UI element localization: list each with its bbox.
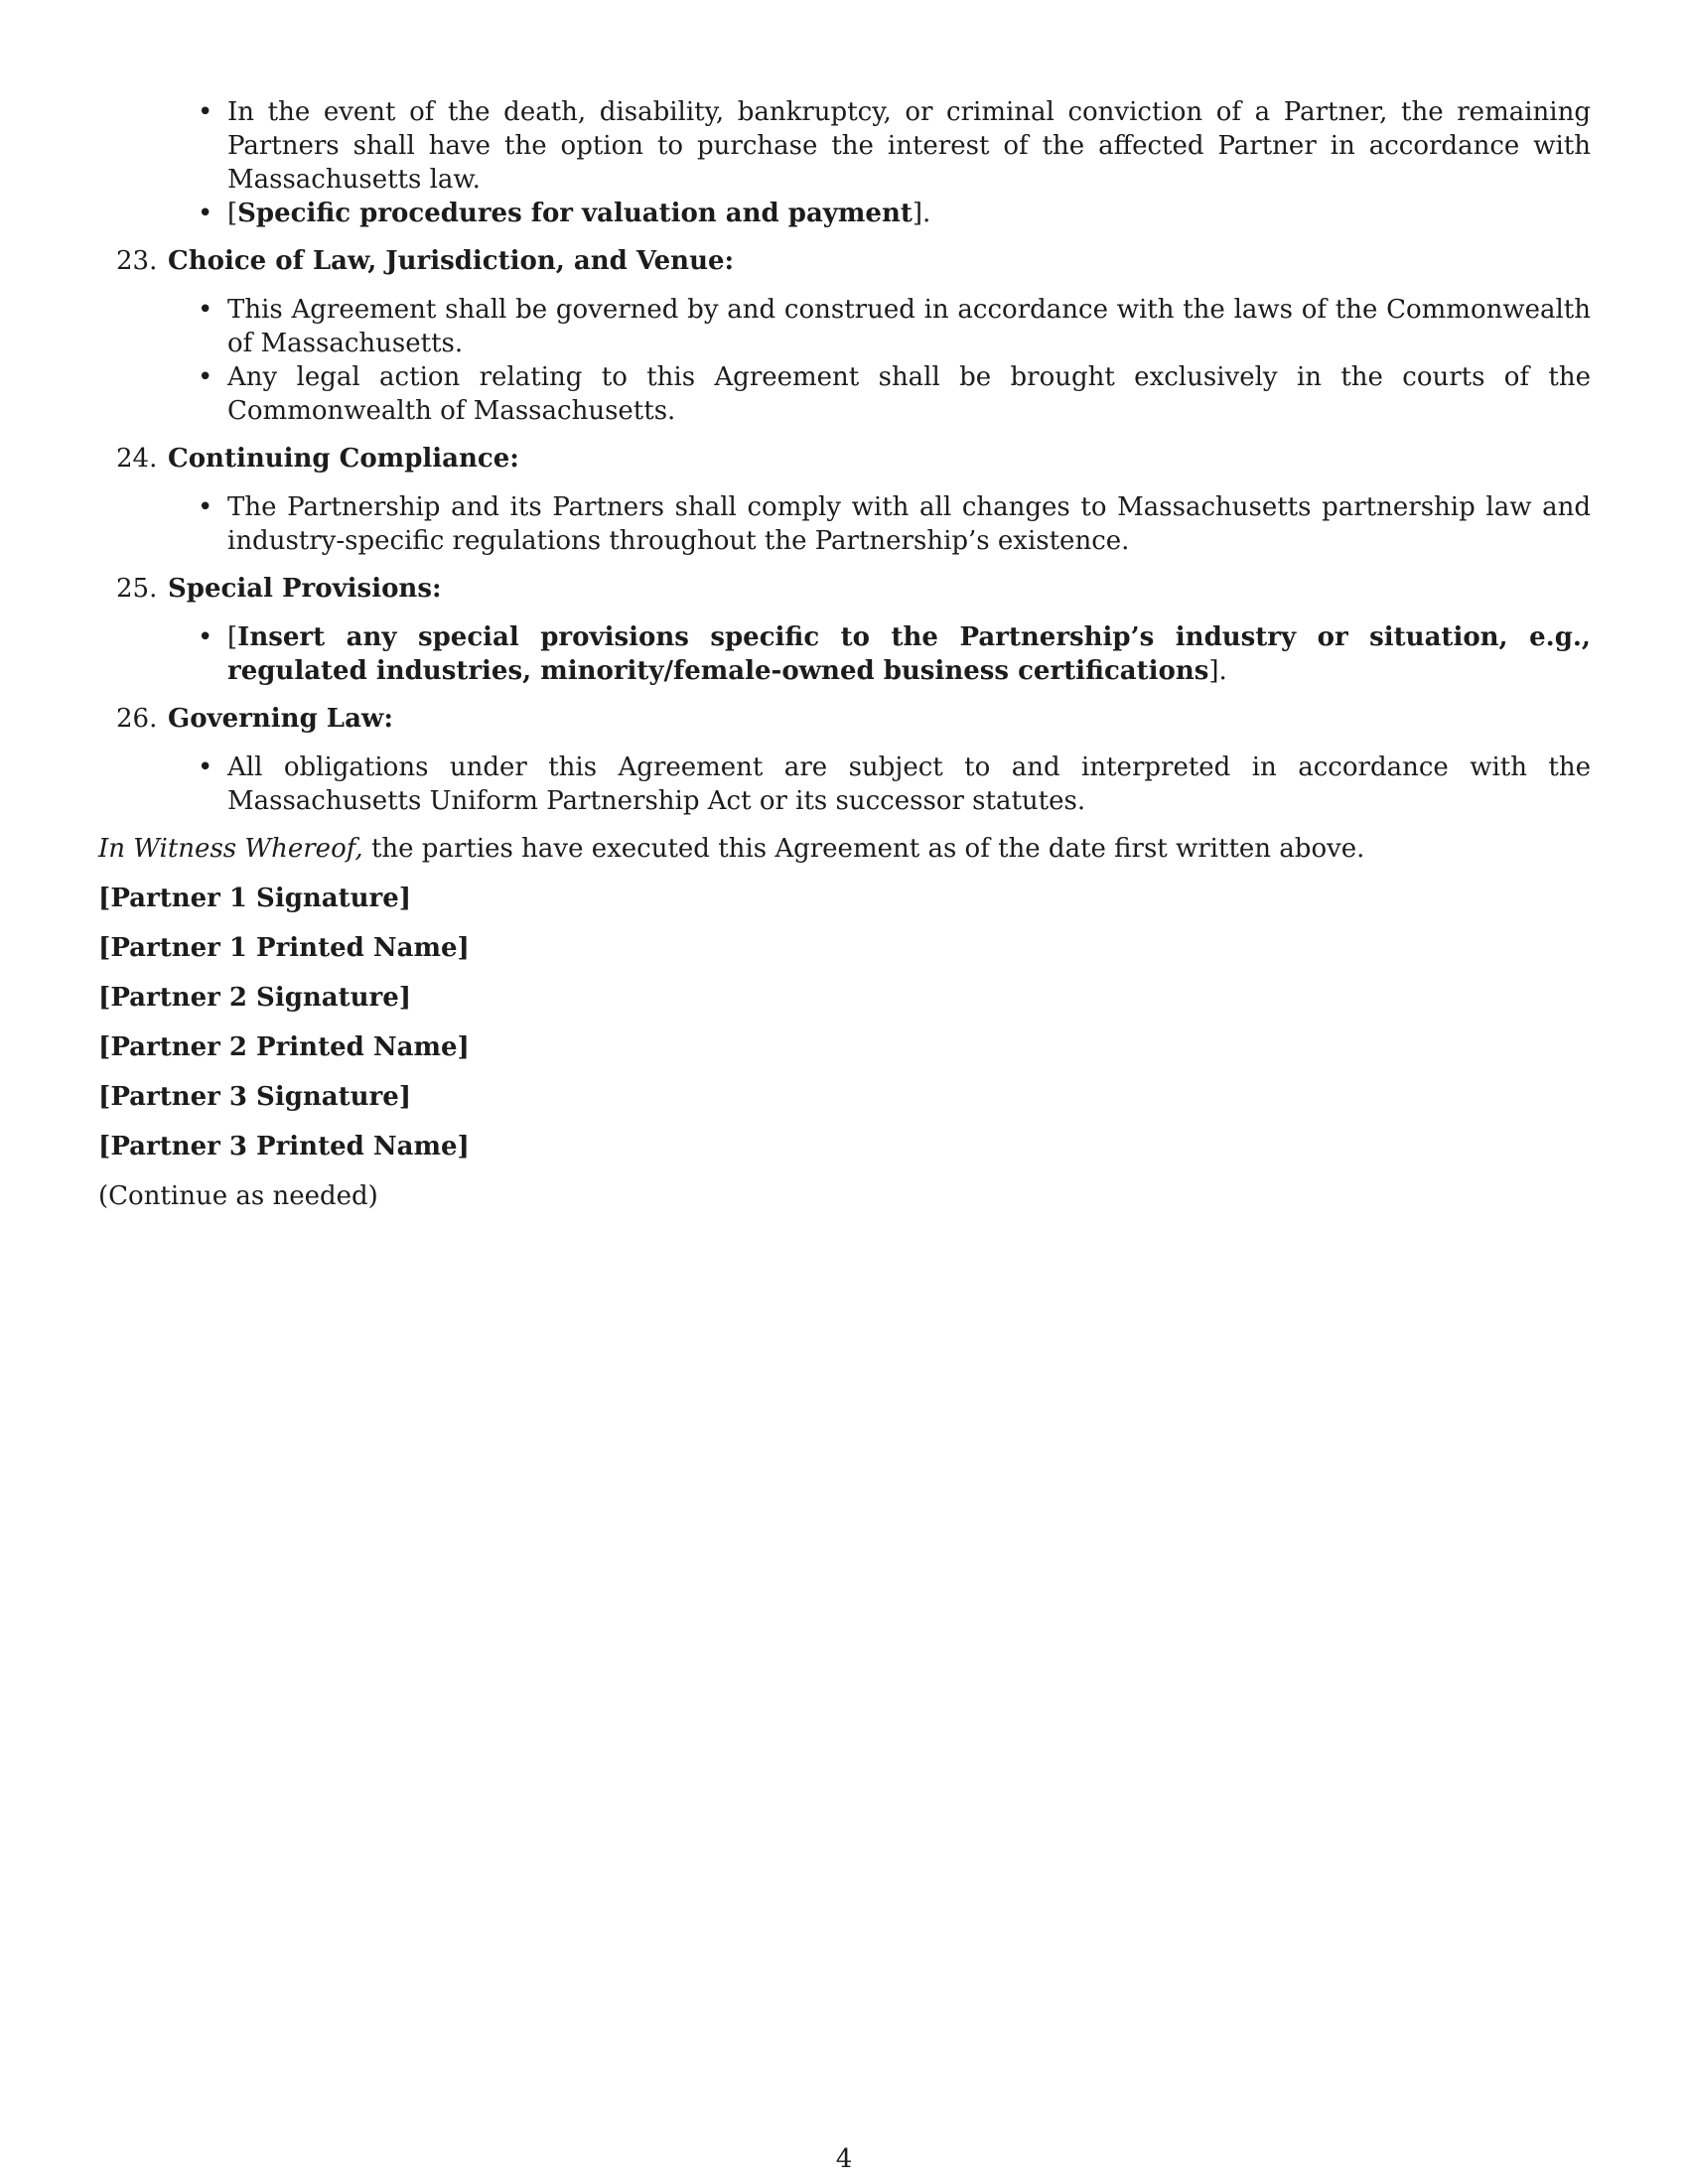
list-item: • [Specific procedures for valuation and payment]. — [227, 197, 1591, 230]
section-number: 23. — [116, 246, 158, 276]
placeholder-text: Insert any special provisions specific to the Partnership’s industry or situation, e.g., regulated industries, minority/female-owned business certifications — [227, 622, 1591, 686]
section-bullet-list — [98, 620, 1591, 688]
signature-line: [Partner 1 Printed Name] — [98, 933, 470, 963]
section-number: 24. — [116, 444, 158, 474]
page-number: 4 — [835, 2144, 853, 2174]
bullet-text: The Partnership and its Partners shall comply with all changes to Massachusetts partnership law and industry-specific regulations throughout the Partnership’s existence. — [227, 492, 1591, 556]
document-page — [98, 95, 1591, 1213]
signature-line: [Partner 3 Signature] — [98, 1082, 412, 1112]
signature-placeholder: Partner 3 Printed Name — [110, 1132, 458, 1161]
list-item — [227, 293, 1591, 360]
section-24 — [98, 442, 1591, 558]
section-heading — [98, 442, 1591, 476]
signature-placeholder: Partner 1 Printed Name — [110, 933, 458, 963]
signature-line: [Partner 1 Signature] — [98, 884, 412, 913]
section-title: Special Provisions: — [168, 574, 442, 604]
section-number: 26. — [116, 704, 158, 734]
signature-line: [Partner 2 Signature] — [98, 983, 412, 1013]
section-25 — [98, 572, 1591, 688]
signature-placeholder: Partner 2 Printed Name — [110, 1032, 458, 1062]
section-bullet-list — [98, 751, 1591, 818]
bullet-text: All obligations under this Agreement are subject to and interpreted in accordance with the Massachusetts Uniform Partnership Act or its successor statutes. — [227, 752, 1591, 816]
signature-line: [Partner 2 Printed Name] — [98, 1032, 470, 1062]
intro-bullet-list — [98, 95, 1591, 230]
list-item — [227, 490, 1591, 558]
section-bullet-list — [98, 490, 1591, 558]
section-bullet-list — [98, 293, 1591, 428]
section-heading — [98, 244, 1591, 278]
witness-clause — [98, 832, 1591, 866]
section-title: Continuing Compliance: — [168, 444, 519, 474]
bullet-text: In the event of the death, disability, bankruptcy, or criminal conviction of a Partner, the remaining Partners shall have the option to purchase the interest of the affected Partner in accordance with Massachusetts law. — [227, 97, 1591, 195]
list-item — [227, 360, 1591, 428]
continue-note: (Continue as needed) — [98, 1181, 378, 1211]
section-heading — [98, 702, 1591, 736]
witness-lead: In Witness Whereof, — [98, 834, 363, 864]
signature-placeholder: Partner 1 Signature — [110, 884, 399, 913]
placeholder-text: Specific procedures for valuation and payment — [237, 199, 913, 228]
section-title: Governing Law: — [168, 704, 393, 734]
section-number: 25. — [116, 574, 158, 604]
signature-line: [Partner 3 Printed Name] — [98, 1132, 470, 1161]
section-heading — [98, 572, 1591, 606]
section-23 — [98, 244, 1591, 428]
signature-placeholder: Partner 2 Signature — [110, 983, 399, 1013]
list-item: • [Insert any special provisions specific to the Partnership’s industry or situation, e.g., regulated industries, minority/female-owned business certifications]. — [227, 620, 1591, 688]
list-item — [227, 751, 1591, 818]
section-title: Choice of Law, Jurisdiction, and Venue: — [168, 246, 735, 276]
witness-text: the parties have executed this Agreement as of the date first written above. — [362, 834, 1365, 864]
bullet-text: This Agreement shall be governed by and construed in accordance with the laws of the Commonwealth of Massachusetts. — [227, 295, 1591, 358]
bullet-text: Any legal action relating to this Agreement shall be brought exclusively in the courts of the Commonwealth of Massachusetts. — [227, 362, 1591, 426]
list-item — [227, 95, 1591, 197]
signature-placeholder: Partner 3 Signature — [110, 1082, 399, 1112]
section-26 — [98, 702, 1591, 818]
